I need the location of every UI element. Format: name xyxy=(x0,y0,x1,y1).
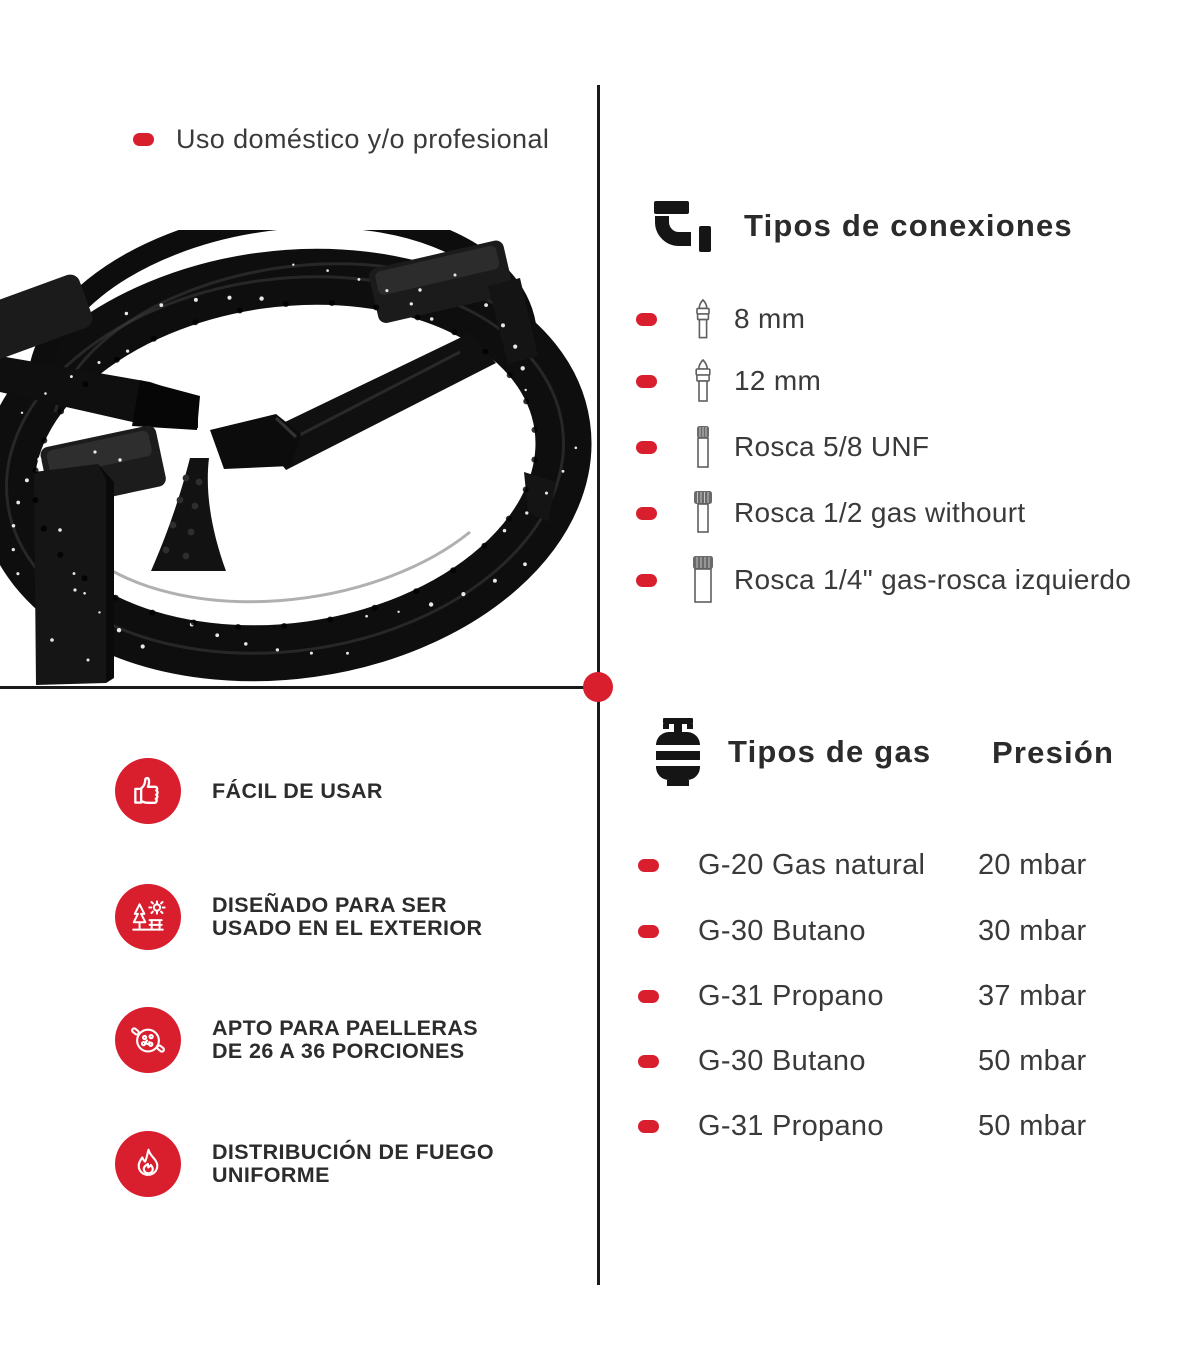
horizontal-divider xyxy=(0,686,598,689)
paella-pan-icon xyxy=(115,1007,181,1073)
connection-item-label: Rosca 1/2 gas withourt xyxy=(734,497,1026,528)
feature-label: DISTRIBUCIÓN DE FUEGO UNIFORME xyxy=(212,1140,494,1187)
bullet-icon xyxy=(638,925,659,938)
gas-type-label: G-30 Butano xyxy=(698,1044,866,1077)
gas-type-label: G-20 Gas natural xyxy=(698,848,926,881)
connections-title: Tipos de conexiones xyxy=(744,208,1073,243)
gas-type-label: G-31 Propano xyxy=(698,1109,884,1142)
feature-item xyxy=(115,758,585,824)
bullet-icon xyxy=(638,990,659,1003)
connection-item-label: 8 mm xyxy=(734,303,806,334)
thumbs-up-icon xyxy=(115,758,181,824)
bullet-icon xyxy=(636,441,657,454)
gas-pressure-value: 50 mbar xyxy=(978,1044,1087,1077)
thread-fitting-1-2-icon xyxy=(688,489,718,537)
hose-nipple-12mm-icon xyxy=(688,357,718,405)
flame-icon xyxy=(115,1131,181,1197)
gas-pressure-value: 50 mbar xyxy=(978,1109,1087,1142)
gas-pressure-value: 30 mbar xyxy=(978,914,1087,947)
bullet-icon xyxy=(638,1055,659,1068)
bullet-icon xyxy=(133,133,154,146)
hose-nipple-8mm-icon xyxy=(688,295,718,343)
bullet-icon xyxy=(636,507,657,520)
bullet-icon xyxy=(636,574,657,587)
gas-pressure-value: 20 mbar xyxy=(978,848,1087,881)
gas-row xyxy=(638,976,1120,1016)
feature-label: DISEÑADO PARA SER USADO EN EL EXTERIOR xyxy=(212,893,483,940)
feature-item xyxy=(115,1131,585,1197)
top-note xyxy=(133,118,593,160)
connection-item xyxy=(636,556,1176,604)
connection-item xyxy=(636,423,1176,471)
pressure-header: Presión xyxy=(992,735,1115,770)
product-photo-paella-burner xyxy=(0,230,598,686)
gas-pressure-value: 37 mbar xyxy=(978,979,1087,1012)
connection-item-label: Rosca 5/8 UNF xyxy=(734,431,930,462)
bullet-icon xyxy=(638,1120,659,1133)
pipe-elbow-icon xyxy=(652,199,714,253)
outdoor-icon xyxy=(115,884,181,950)
thread-fitting-1-4-icon xyxy=(688,556,718,604)
connection-item xyxy=(636,357,1176,405)
connection-item-label: Rosca 1/4" gas-rosca izquierdo xyxy=(734,564,1132,595)
gas-type-label: G-31 Propano xyxy=(698,979,884,1012)
gas-row xyxy=(638,911,1120,951)
gas-row xyxy=(638,845,1120,885)
thread-fitting-5-8-icon xyxy=(688,423,718,471)
gas-type-label: G-30 Butano xyxy=(698,914,866,947)
connections-header xyxy=(652,196,1112,256)
bullet-icon xyxy=(636,375,657,388)
feature-label: FÁCIL DE USAR xyxy=(212,778,383,803)
feature-item xyxy=(115,1007,585,1073)
gas-row xyxy=(638,1106,1120,1146)
gas-cylinder-icon xyxy=(650,716,706,788)
bullet-icon xyxy=(636,313,657,326)
feature-item xyxy=(115,884,585,950)
bullet-icon xyxy=(638,859,659,872)
connection-item xyxy=(636,489,1176,537)
gas-row xyxy=(638,1041,1120,1081)
feature-label: APTO PARA PAELLERAS DE 26 A 36 PORCIONES xyxy=(212,1016,479,1063)
top-note-label: Uso doméstico y/o profesional xyxy=(176,123,550,154)
connection-item xyxy=(636,295,1176,343)
gas-title: Tipos de gas xyxy=(728,734,932,769)
connection-item-label: 12 mm xyxy=(734,365,822,396)
